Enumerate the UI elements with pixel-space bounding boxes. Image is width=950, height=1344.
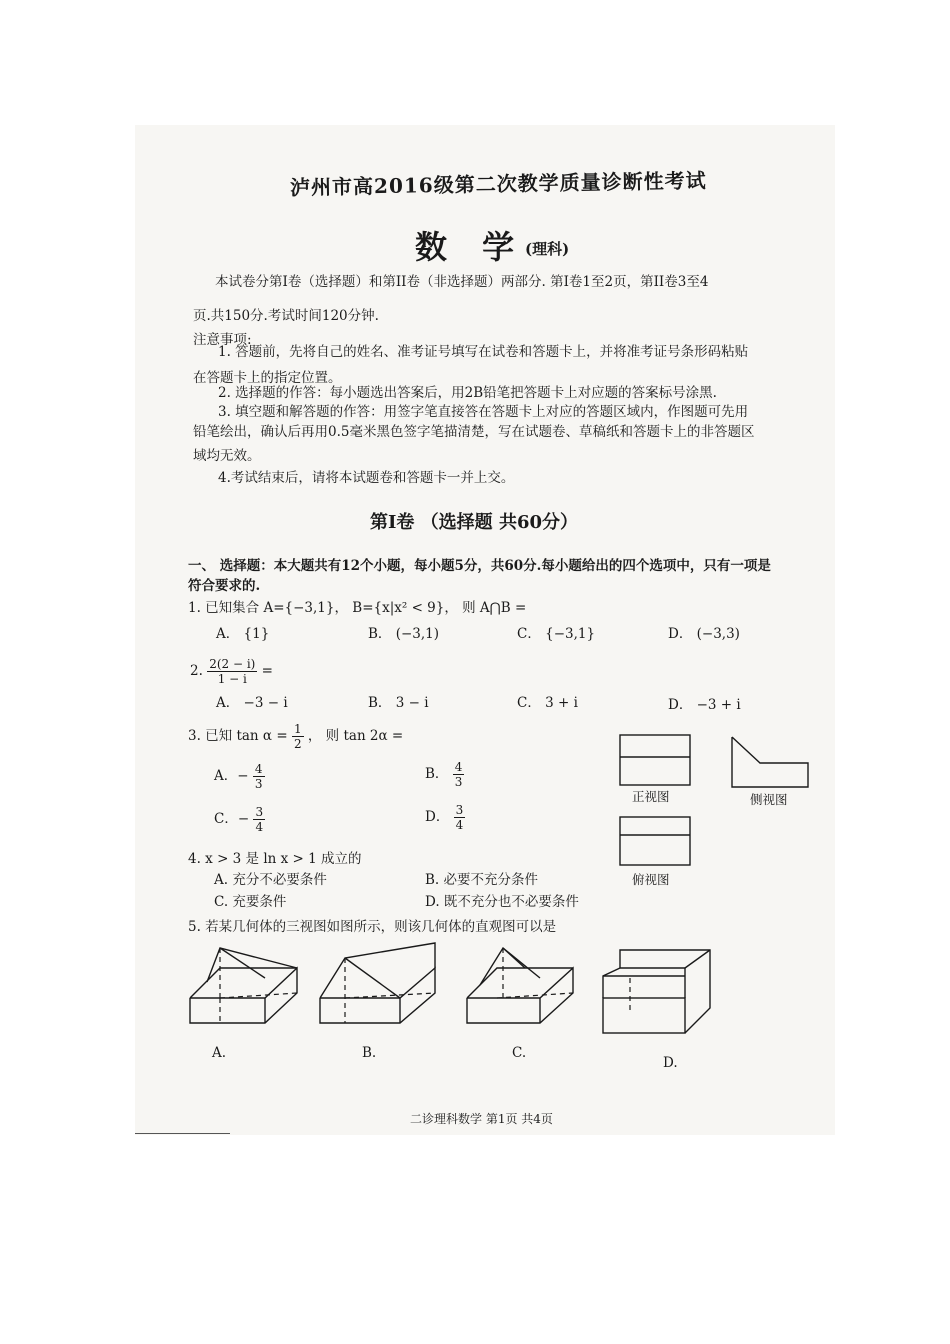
q5-option-c: C. <box>512 1045 527 1061</box>
notice-3c: 域均无效。 <box>193 448 261 464</box>
notice-title: 注意事项: <box>193 332 252 348</box>
q4-option-d: D. 既不充分也不必要条件 <box>425 894 579 910</box>
q2-equals: = <box>261 663 273 679</box>
q1-option-c: C． {−3,1} <box>517 626 596 642</box>
q3-option-d: D． $\frac{3}{4}$ <box>425 803 464 832</box>
notice-3a: 3. 填空题和解答题的作答：用签字笔直接答在答题卡上对应的答题区域内，作图题可先用 <box>218 404 749 420</box>
intro-line-2: 页.共150分.考试时间120分钟. <box>193 308 379 324</box>
q3-stem: 3. 已知 tan α = $\frac{1}{2}$ ， 则 tan 2α = <box>188 722 404 751</box>
q4-option-c: C. 充要条件 <box>214 894 287 910</box>
q1-option-a: A． {1} <box>216 626 270 642</box>
notice-2: 2. 选择题的作答：每小题选出答案后，用2B铅笔把答题卡上对应题的答案标号涂黑. <box>218 385 717 401</box>
q3-option-c: C．− $\frac{3}{4}$ <box>214 805 264 834</box>
notice-4: 4.考试结束后，请将本试题卷和答题卡一并上交。 <box>218 470 515 486</box>
solid-b <box>320 943 435 1023</box>
q5-option-a: A. <box>212 1045 227 1061</box>
q5-option-d: D. <box>663 1055 678 1071</box>
solid-options-figure <box>185 938 735 1043</box>
q2-option-b: B． 3 − i <box>368 695 429 711</box>
q5-option-b: B. <box>362 1045 377 1061</box>
page-footer: 二诊理科数学 第1页 共4页 <box>410 1112 553 1126</box>
front-view <box>620 735 690 785</box>
q3-fraction: $\frac{1}{2}$ <box>293 722 302 751</box>
q2-fraction: $\frac{2(2 - i)}{1 - i}$ <box>209 657 256 686</box>
q2-option-c: C． 3 + i <box>517 695 578 711</box>
front-view-caption: 正视图 <box>632 789 670 804</box>
q2-stem <box>190 657 273 686</box>
q4-option-a: A. 充分不必要条件 <box>214 872 327 888</box>
section-instruction-2: 符合要求的. <box>188 578 261 594</box>
exam-title: 泸州市高2016级第二次教学质量诊断性考试 <box>289 168 707 200</box>
q5-stem: 5. 若某几何体的三视图如图所示，则该几何体的直观图可以是 <box>188 919 557 935</box>
side-view-caption: 侧视图 <box>750 792 788 807</box>
subject-subtitle: (理科) <box>525 240 570 258</box>
top-view-caption: 俯视图 <box>632 872 670 887</box>
q2-option-a: A． −3 − i <box>216 695 288 711</box>
subject-title: 数 学 <box>415 228 527 266</box>
q4-option-b: B. 必要不充分条件 <box>425 872 539 888</box>
notice-1a: 1. 答题前，先将自己的姓名、准考证号填写在试卷和答题卡上，并将准考证号条形码粘贴 <box>218 344 749 360</box>
solid-d <box>603 950 710 1033</box>
solid-c <box>467 948 573 1023</box>
notice-3b: 铅笔绘出，确认后再用0.5毫米黑色签字笔描清楚，写在试题卷、草稿纸和答题卡上的非答题区 <box>193 424 755 440</box>
bottom-rule <box>135 1133 230 1134</box>
q1-stem: 1. 已知集合 A={−3,1}， B={x|x² < 9}， 则 A⋂B = <box>188 600 527 616</box>
intro-line-1: 本试卷分第I卷（选择题）和第II卷（非选择题）两部分. 第I卷1至2页，第II卷3至4 <box>215 274 709 290</box>
section-title: 第I卷 （选择题 共60分） <box>370 512 579 533</box>
section-instruction-1: 一、 选择题：本大题共有12个小题，每小题5分，共60分.每小题给出的四个选项中，只有一项是 <box>188 558 771 574</box>
q3-option-b: B． $\frac{4}{3}$ <box>425 760 463 789</box>
q2-option-d: D． −3 + i <box>668 697 741 713</box>
top-view <box>620 817 690 865</box>
q1-option-b: B． (−3,1) <box>368 626 440 642</box>
q3-option-a: A．− $\frac{4}{3}$ <box>214 762 263 791</box>
q1-option-d: D． (−3,3) <box>668 626 740 642</box>
solid-a <box>190 948 297 1023</box>
notice-1b: 在答题卡上的指定位置。 <box>193 370 342 386</box>
q2-label: 2. <box>190 663 203 679</box>
side-view <box>732 737 808 787</box>
q4-stem: 4. x > 3 是 ln x > 1 成立的 <box>188 851 362 867</box>
